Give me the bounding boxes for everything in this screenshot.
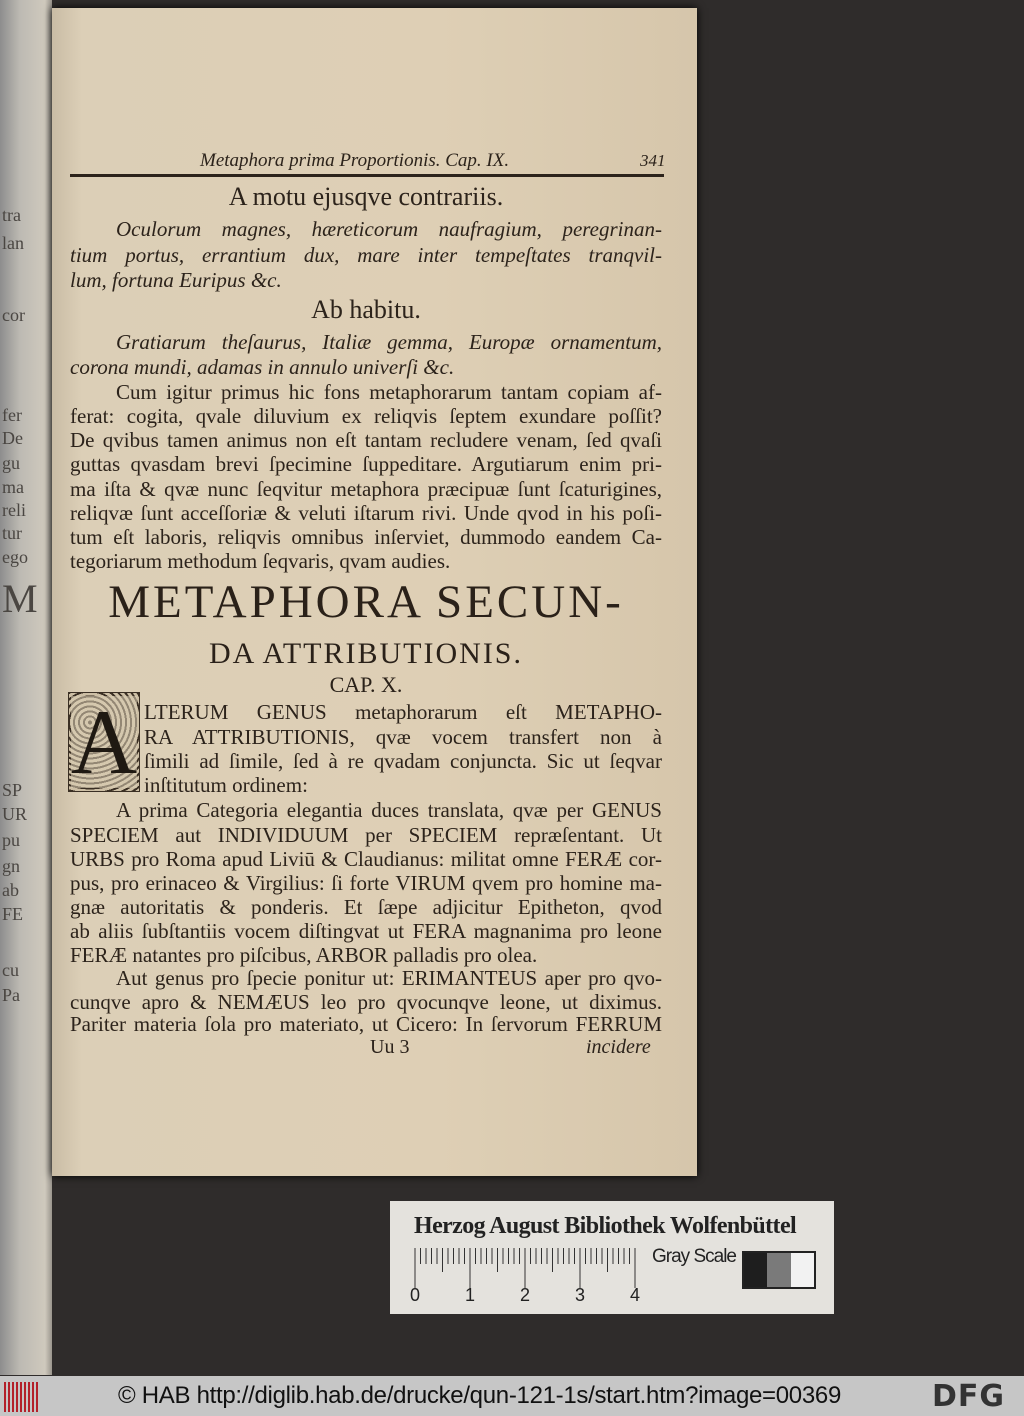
text-line: cunqve apro & NEMÆUS leo pro qvocunqve leone, ut diximus. — [70, 990, 662, 1014]
previous-page-fragment: fer — [2, 405, 22, 425]
ruler-scale — [414, 1248, 638, 1288]
previous-page-fragment: UR — [2, 804, 28, 824]
text-line: Cum igitur primus hic fons metaphorarum tantam copiam af- — [116, 380, 662, 404]
footer-copyright-link[interactable]: © HAB http://diglib.hab.de/drucke/qun-121-1s/start.htm?image=00369 — [118, 1382, 841, 1409]
header-rule — [70, 174, 664, 177]
running-head: Metaphora prima Proportionis. Cap. IX. — [200, 150, 510, 171]
ruler-number: 3 — [575, 1285, 586, 1305]
catchword: incidere — [586, 1036, 651, 1058]
text-line: pus, pro erinaceo & Virgilius: ſi forte VIRUM qvem pro homine ma- — [70, 871, 662, 895]
card-title: Herzog August Bibliothek Wolfenbüttel — [414, 1213, 797, 1239]
gray-swatch — [767, 1253, 790, 1287]
text-line: tium portus, errantium dux, mare inter tempeſtates tranqvil- — [70, 243, 662, 267]
color-calibration-card — [390, 1201, 834, 1314]
text-line: Pariter materia ſola pro materiato, ut Cicero: In ſervorum FERRUM — [70, 1012, 662, 1036]
text-line: LTERUM GENUS metaphorarum eſt METAPHO- — [144, 700, 662, 724]
dfg-logo: DFG — [932, 1379, 1006, 1414]
gray-swatch — [744, 1253, 767, 1287]
previous-page-fragment: reli — [2, 500, 26, 520]
previous-page-fragment: cor — [2, 305, 25, 325]
ruler-number: 2 — [520, 1285, 531, 1305]
ruler-number: 0 — [410, 1285, 421, 1305]
text-line: gnæ autoritatis & ponderis. Et ſæpe adjicitur Epitheton, qvod — [70, 895, 662, 919]
hab-logo-icon — [4, 1382, 40, 1412]
text-line: guttas qvasdam brevi ſpecimine ſuppeditare. Argutiarum enim pri- — [70, 452, 662, 476]
decorated-initial — [68, 692, 140, 792]
text-line: corona mundi, adamas in annulo univerſi &c. — [70, 355, 455, 379]
text-line: FERÆ natantes pro piſcibus, ARBOR palladis pro olea. — [70, 943, 538, 967]
text-line: URBS pro Roma apud Liviū & Claudianus: militat omne FERÆ cor- — [70, 847, 662, 871]
text-line: tum eſt laboris, reliqvis omnibus inſerviet, dummodo eandem Ca- — [70, 525, 662, 549]
page-number: 341 — [640, 151, 666, 170]
text-line: SPECIEM aut INDIVIDUUM per SPECIEM repræſentant. Ut — [70, 823, 662, 847]
text-line: De qvibus tamen animus non eſt tantam recludere venam, ſed qvaſi — [70, 428, 662, 452]
chapter-title-continued: DA ATTRIBUTIONIS. — [208, 637, 523, 670]
previous-page-fragment: gn — [2, 856, 20, 876]
ruler-number: 4 — [630, 1285, 641, 1305]
text-line: reliqvæ ſunt acceſſoriæ & veluti iſtarum rivi. Unde qvod in his poſi- — [70, 501, 662, 525]
previous-page-fragment: FE — [2, 904, 24, 924]
chapter-number: CAP. X. — [329, 672, 403, 697]
previous-page-fragment: SP — [2, 780, 23, 800]
text-line: ma iſta & qvæ nunc ſeqvitur metaphora præcipuæ ſunt ſcaturigines, — [70, 477, 662, 501]
text-line: inſtitutum ordinem: — [144, 773, 308, 797]
previous-page-fragment: tra — [2, 205, 21, 225]
text-line: Oculorum magnes, hæreticorum naufragium, peregrinan- — [116, 217, 662, 241]
gray-scale-label: Gray Scale — [652, 1246, 736, 1267]
text-line: Gratiarum theſaurus, Italiæ gemma, Europæ ornamentum, — [116, 330, 662, 354]
previous-page-fragment: gu — [2, 453, 20, 473]
previous-page-fragment: ego — [2, 547, 28, 567]
previous-page-fragment: ma — [2, 477, 24, 497]
drop-cap-letter: A — [70, 691, 138, 793]
signature-mark: Uu 3 — [370, 1036, 410, 1058]
text-line: ſimili ad ſimile, ſed à re qvadam conjuncta. Sic ut ſeqvar — [144, 749, 662, 773]
section-heading: Ab habitu. — [311, 295, 421, 324]
previous-page-fragment: M — [2, 576, 38, 621]
chapter-title: METAPHORA SECUN- — [108, 576, 624, 628]
previous-page-edge — [0, 0, 52, 1375]
text-line: A prima Categoria elegantia duces translata, qvæ per GENUS — [116, 798, 662, 822]
text-line: tegoriarum methodum ſeqvaris, qvam audies. — [70, 549, 451, 573]
gray-scale-swatches — [742, 1251, 816, 1289]
previous-page-fragment: cu — [2, 960, 19, 980]
text-line: Aut genus pro ſpecie ponitur ut: ERIMANTEUS aper pro qvo- — [116, 966, 662, 990]
ruler-number: 1 — [465, 1285, 476, 1305]
section-heading: A motu ejusqve contrariis. — [228, 182, 504, 211]
previous-page-fragment: pu — [2, 830, 20, 850]
previous-page-fragment: lan — [2, 233, 24, 253]
footer-bar — [0, 1376, 1024, 1416]
previous-page-fragment: De — [2, 428, 23, 448]
text-line: ab aliis ſubſtantiis vocem diſtingvat ut FERA magnanima pro leone — [70, 919, 662, 943]
gray-swatch — [791, 1253, 814, 1287]
text-line: ferat: cogita, qvale diluvium ex reliqvis ſeptem exundare poſſit? — [70, 404, 662, 428]
text-line: RA ATTRIBUTIONIS, qvæ vocem transfert non à — [144, 725, 662, 749]
previous-page-fragment: ab — [2, 880, 19, 900]
previous-page-fragment: Pa — [2, 985, 20, 1005]
previous-page-fragment: tur — [2, 523, 22, 543]
text-line: lum, fortuna Euripus &c. — [70, 268, 282, 292]
